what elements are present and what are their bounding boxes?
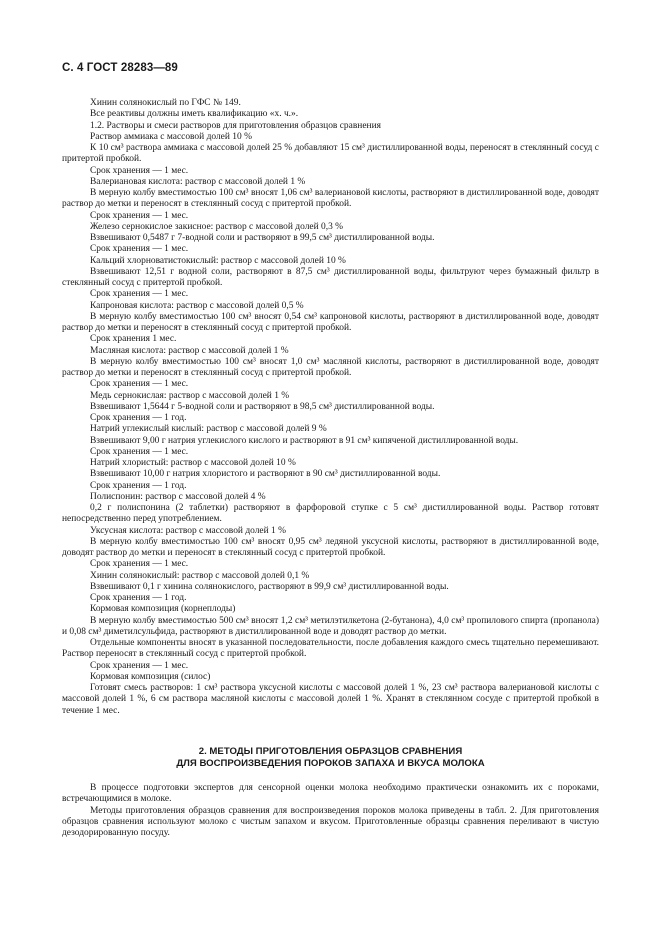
paragraph: Взвешивают 0,5487 г 7-водной соли и растворяют в 99,5 см³ дистиллированной воды.	[90, 233, 435, 243]
paragraph: Срок хранения — 1 мес.	[90, 165, 189, 176]
paragraph: Готовят смесь растворов: 1 см³ раствора уксусной кислоты с массовой долей 1 %, 23 см³ раствора валериановой кислоты с массовой долей 1 %, 6 см раствора масляной кислоты с массовой долей 1 %. Хранят в стеклянном сосуде с притертой пробкой в течение 1 мес.	[62, 683, 599, 716]
paragraph: Срок хранения — 1 год.	[90, 480, 187, 491]
paragraph: Натрий хлористый: раствор с массовой долей 10 %	[90, 458, 296, 468]
paragraph: Уксусная кислота: раствор с массовой долей 1 %	[90, 525, 286, 536]
section-2-heading-line1: 2. МЕТОДЫ ПРИГОТОВЛЕНИЯ ОБРАЗЦОВ СРАВНЕНИЯ	[198, 746, 463, 757]
paragraph: Взвешивают 9,00 г натрия углекислого кислого и растворяют в 91 см³ кипяченой дистиллированной воды.	[90, 435, 519, 446]
paragraph: Кормовая композиция (корнеплоды)	[90, 604, 236, 615]
paragraph: Срок хранения — 1 мес.	[90, 289, 189, 300]
section-2-body	[62, 783, 599, 839]
section-1-body	[62, 98, 599, 717]
paragraph: Срок хранения — 1 мес.	[90, 210, 189, 221]
paragraph: Валериановая кислота: раствор с массовой долей 1 %	[90, 176, 306, 187]
paragraph: Взвешивают 0,1 г хинина солянокислого, растворяют в 99,9 см³ дистиллированной воды.	[90, 581, 449, 592]
paragraph: Взвешивают 10,00 г натрия хлористого и растворяют в 90 см³ дистиллированной воды.	[90, 469, 441, 480]
paragraph: Натрий углекислый кислый: раствор с массовой долей 9 %	[90, 424, 327, 435]
paragraph: К 10 см³ раствора аммиака с массовой долей 25 % добавляют 15 см³ дистиллированной воды, переносят в стеклянный сосуд с притертой пробкой.	[62, 143, 599, 165]
section-2-heading	[62, 746, 599, 770]
paragraph: Хинин солянокислый: раствор с массовой долей 0,1 %	[90, 570, 310, 581]
paragraph: Срок хранения — 1 год.	[90, 593, 187, 603]
paragraph: В мерную колбу вместимостью 500 см³ вносят 1,2 см³ метилэтилкетона (2-бутанона), 4,0 см³ пропилового спирта (пропанола) и 0,08 см³ диметилсульфида, растворяют в дистиллированной воде и доводят раствор до метки.	[62, 615, 599, 637]
paragraph: Срок хранения — 1 мес.	[90, 446, 189, 457]
paragraph: В процессе подготовки экспертов для сенсорной оценки молока необходимо практически ознакомить их с пороками, встречающимися в молоке.	[62, 783, 599, 805]
paragraph: Срок хранения — 1 мес.	[90, 660, 189, 671]
paragraph: Отдельные компоненты вносят в указанной последовательности, после добавления каждого смесь тщательно перемешивают. Раствор переносят в стеклянный сосуд с притертой пробкой.	[62, 638, 599, 660]
paragraph: Срок хранения 1 мес.	[90, 334, 177, 345]
paragraph: Срок хранения — 1 год.	[90, 413, 187, 423]
paragraph: Железо сернокислое закисное: раствор с массовой долей 0,3 %	[90, 221, 344, 232]
paragraph: Раствор аммиака с массовой долей 10 %	[90, 131, 252, 142]
paragraph: Взвешивают 1,5644 г 5-водной соли и растворяют в 98,5 см³ дистиллированной воды.	[90, 401, 435, 412]
paragraph: Капроновая кислота: раствор с массовой долей 0,5 %	[90, 300, 304, 311]
paragraph: Кальций хлорноватистокислый: раствор с массовой долей 10 %	[90, 255, 346, 266]
section-2-heading-line2: ДЛЯ ВОСПРОИЗВЕДЕНИЯ ПОРОКОВ ЗАПАХА И ВКУСА МОЛОКА	[176, 758, 485, 769]
paragraph: Срок хранения — 1 мес.	[90, 244, 189, 255]
paragraph: Срок хранения — 1 мес.	[90, 559, 189, 570]
paragraph: В мерную колбу вместимостью 100 см³ вносят 1,06 см³ валериановой кислоты, растворяют в дистиллированной воде, доводят раствор до метки и переносят в стеклянный сосуд с притертой пробкой.	[62, 188, 599, 210]
paragraph: В мерную колбу вместимостью 100 см³ вносят 0,95 см³ ледяной уксусной кислоты, растворяют в дистиллированной воде, доводят раствор до метки и переносят в стеклянный сосуд с притертой пробкой.	[62, 536, 599, 558]
paragraph: 0,2 г полиспонина (2 таблетки) растворяют в фарфоровой ступке с 5 см³ дистиллированной воды. Раствор готовят непосредственно перед употреблением.	[62, 503, 599, 525]
paragraph: Масляная кислота: раствор с массовой долей 1 %	[90, 345, 289, 356]
paragraph: 1.2. Растворы и смеси растворов для приготовления образцов сравнения	[90, 120, 381, 131]
page-header: С. 4 ГОСТ 28283—89	[62, 62, 178, 74]
paragraph: Срок хранения — 1 мес.	[90, 379, 189, 390]
paragraph: Методы приготовления образцов сравнения для воспроизведения пороков молока приведены в табл. 2. Для приготовления образцов сравнения используют молоко с чистым запахом и вкусом. Приготовленные образцы сравнения переливают в чистую дезодорированную посуду.	[62, 805, 599, 838]
paragraph: Медь сернокислая: раствор с массовой долей 1 %	[90, 390, 290, 401]
paragraph: В мерную колбу вместимостью 100 см³ вносят 0,54 см³ капроновой кислоты, растворяют в дистиллированной воде, доводят раствор до метки и переносят в стеклянный сосуд с притертой пробкой.	[62, 311, 599, 333]
paragraph: Взвешивают 12,51 г водной соли, растворяют в 87,5 см³ дистиллированной воды, фильтруют через бумажный фильтр в стеклянный сосуд с притертой пробкой.	[62, 266, 599, 288]
paragraph: Хинин солянокислый по ГФС № 149.	[90, 98, 241, 108]
paragraph: Полиспонин: раствор с массовой долей 4 %	[90, 491, 266, 502]
paragraph: В мерную колбу вместимостью 100 см³ вносят 1,0 см³ масляной кислоты, растворяют в дистиллированной воде, доводят раствор до метки и переносят в стеклянный сосуд с притертой пробкой.	[62, 356, 599, 378]
paragraph: Все реактивы должны иметь квалификацию «х. ч.».	[90, 109, 299, 120]
paragraph: Кормовая композиция (силос)	[90, 671, 211, 682]
